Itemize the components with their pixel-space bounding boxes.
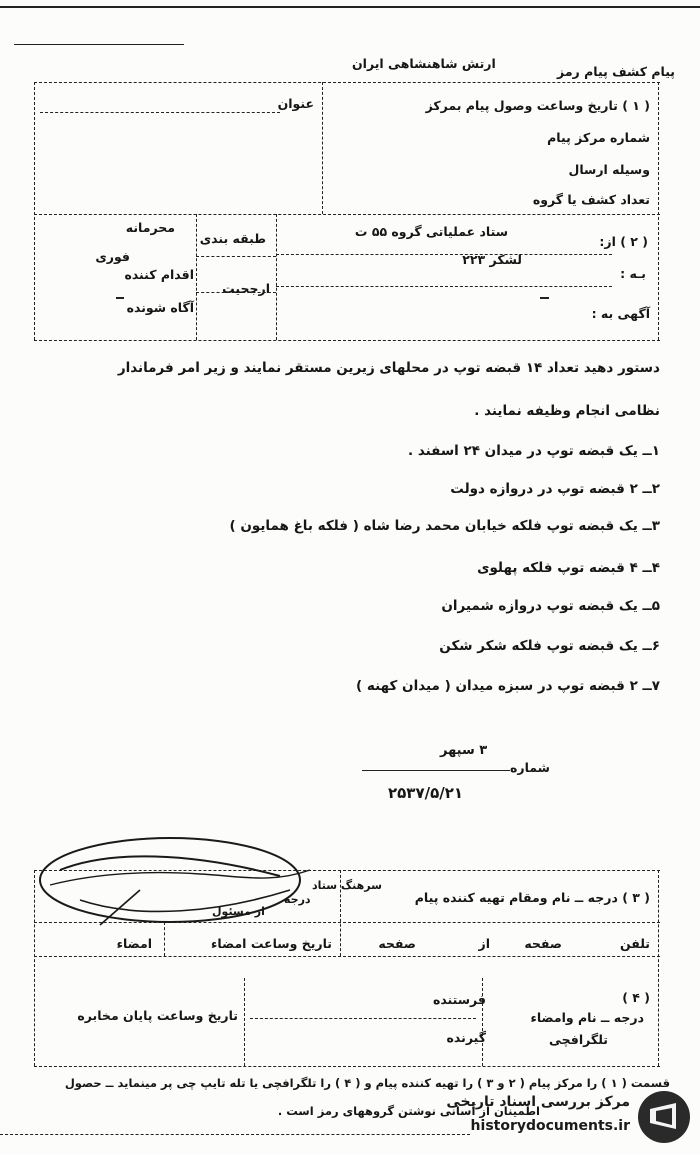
number-underline [362,770,510,771]
section3-right [658,870,659,1066]
number-label: شماره [510,760,550,775]
section4-telegraph: تلگرافچی [549,1032,608,1047]
from-label: ( ۲ ) از: [599,234,648,249]
header-right-title: پیام کشف پیام رمز [557,64,675,79]
section2-divider-a [196,214,197,340]
page-label: صفحه [524,936,562,951]
datetime-sign-label: تاریخ وساعت امضاء [211,936,332,951]
signature-label: امضاء [116,936,152,951]
to-row-line [276,286,612,287]
watermark-line-1: مرکز بررسی اسناد تاریخی [446,1094,630,1110]
footer-line-1: قسمت ( ۱ ) را مرکز پیام ( ۲ و ۳ ) را تهیه کننده پیام و ( ۴ ) را تلگرافچی یا تله تایپ چی پر مینماید ــ حصول [64,1076,670,1090]
message-line-7: ۵ــ یک قبضه توپ دروازه شمیران [441,598,660,614]
watermark [392,1087,692,1147]
message-line-4: ۲ــ ۲ قبضه توپ در دروازه دولت [450,481,660,497]
message-line-9: ۷ــ ۲ قبضه توپ در سبزه میدان ( میدان کهنه ) [356,678,660,694]
header-left-rule [14,44,184,45]
section3-rank-label: درجه [284,893,311,906]
from-value: ستاد عملیاتی گروه ۵۵ ت [354,224,508,239]
section1-bottom [34,214,660,215]
section4-bottom [34,1066,660,1067]
section2-bottom [34,340,660,341]
precedence-row-divider [196,292,276,293]
section4-rank-name: درجه ــ نام وامضاء [530,1010,644,1025]
section4-label: ( ۴ ) [622,990,650,1005]
frame-top [34,82,660,83]
cc-dash [540,297,549,299]
group-count-label: تعداد کشف یا گروه [532,192,650,207]
frame-right [658,82,659,340]
section4-divider-a [244,978,245,1066]
message-line-1: دستور دهید تعداد ۱۴ قبضه توپ در محلهای زیرین مستقر نمایند و زیر امر فرماندار [117,360,660,376]
precedence-action-label: اقدام کننده [124,267,194,282]
precedence-info-label: آگاه شونده [126,300,194,315]
classification-label: طبقه بندی [199,231,266,246]
send-means-label: وسیله ارسال [568,162,650,177]
frame-left [34,82,35,340]
section3-bottom [34,956,660,957]
subject-underline [40,112,280,113]
page-label-2: صفحه [378,936,416,951]
watermark-logo-icon [636,1089,692,1145]
subject-label: عنوان [277,96,314,111]
section3-responsible: از مسئول [212,905,265,918]
receiver-label: گیرنده [446,1030,486,1045]
footer-line-2: اطمینان از آسانی نوشتن گروههای رمز است . [277,1104,540,1118]
signature-scribble [20,830,320,940]
cc-label: آگهی به : [591,306,650,321]
sender-label: فرستنده [432,992,486,1007]
center-number-label: شماره مرکز پیام [547,130,650,145]
message-line-3: ۱ــ یک قبضه توپ در میدان ۲۴ اسفند . [408,443,660,459]
number-value: ۳ سپهر [440,743,488,758]
from-row-line [276,254,612,255]
message-line-8: ۶ــ یک قبضه توپ فلکه شکر شکن [439,638,660,654]
message-line-2: نظامی انجام وظیفه نمایند . [474,403,660,419]
precedence-label: ارجحیت [222,281,270,296]
to-label: بـه : [620,266,646,281]
phone-label: تلفن [619,936,650,951]
watermark-line-2: historydocuments.ir [470,1118,630,1134]
to-value: لشکر ۲۲۳ [462,252,522,267]
comm-end-label: تاریخ وساعت پایان مخابره [77,1008,238,1023]
section2-divider-b [276,214,277,340]
classification-value: محرمانه [125,220,175,235]
of-label: از [478,936,490,951]
precedence-action-value: فوری [95,249,130,264]
date-value: ۲۵۳۷/۵/۲۱ [388,784,464,802]
section3-signer: سرهنگ ستاد [312,879,382,892]
section1-divider [322,82,323,214]
top-border [0,6,700,8]
section3-label: ( ۳ ) درجه ــ نام ومقام تهیه کننده پیام [414,890,650,905]
classification-row-bottom [196,256,276,257]
sender-line [250,1018,476,1019]
precedence-dash [116,297,124,299]
header-left-title: ارتش شاهنشاهی ایران [352,56,496,71]
message-line-6: ۴ــ ۴ قبضه توپ فلکه پهلوی [477,560,660,576]
message-line-5: ۳ــ یک قبضه توپ فلکه خیابان محمد رضا شاه ( فلکه باغ همایون ) [229,518,660,534]
section1-item1: ( ۱ ) تاریخ وساعت وصول پیام بمرکز [425,98,650,113]
